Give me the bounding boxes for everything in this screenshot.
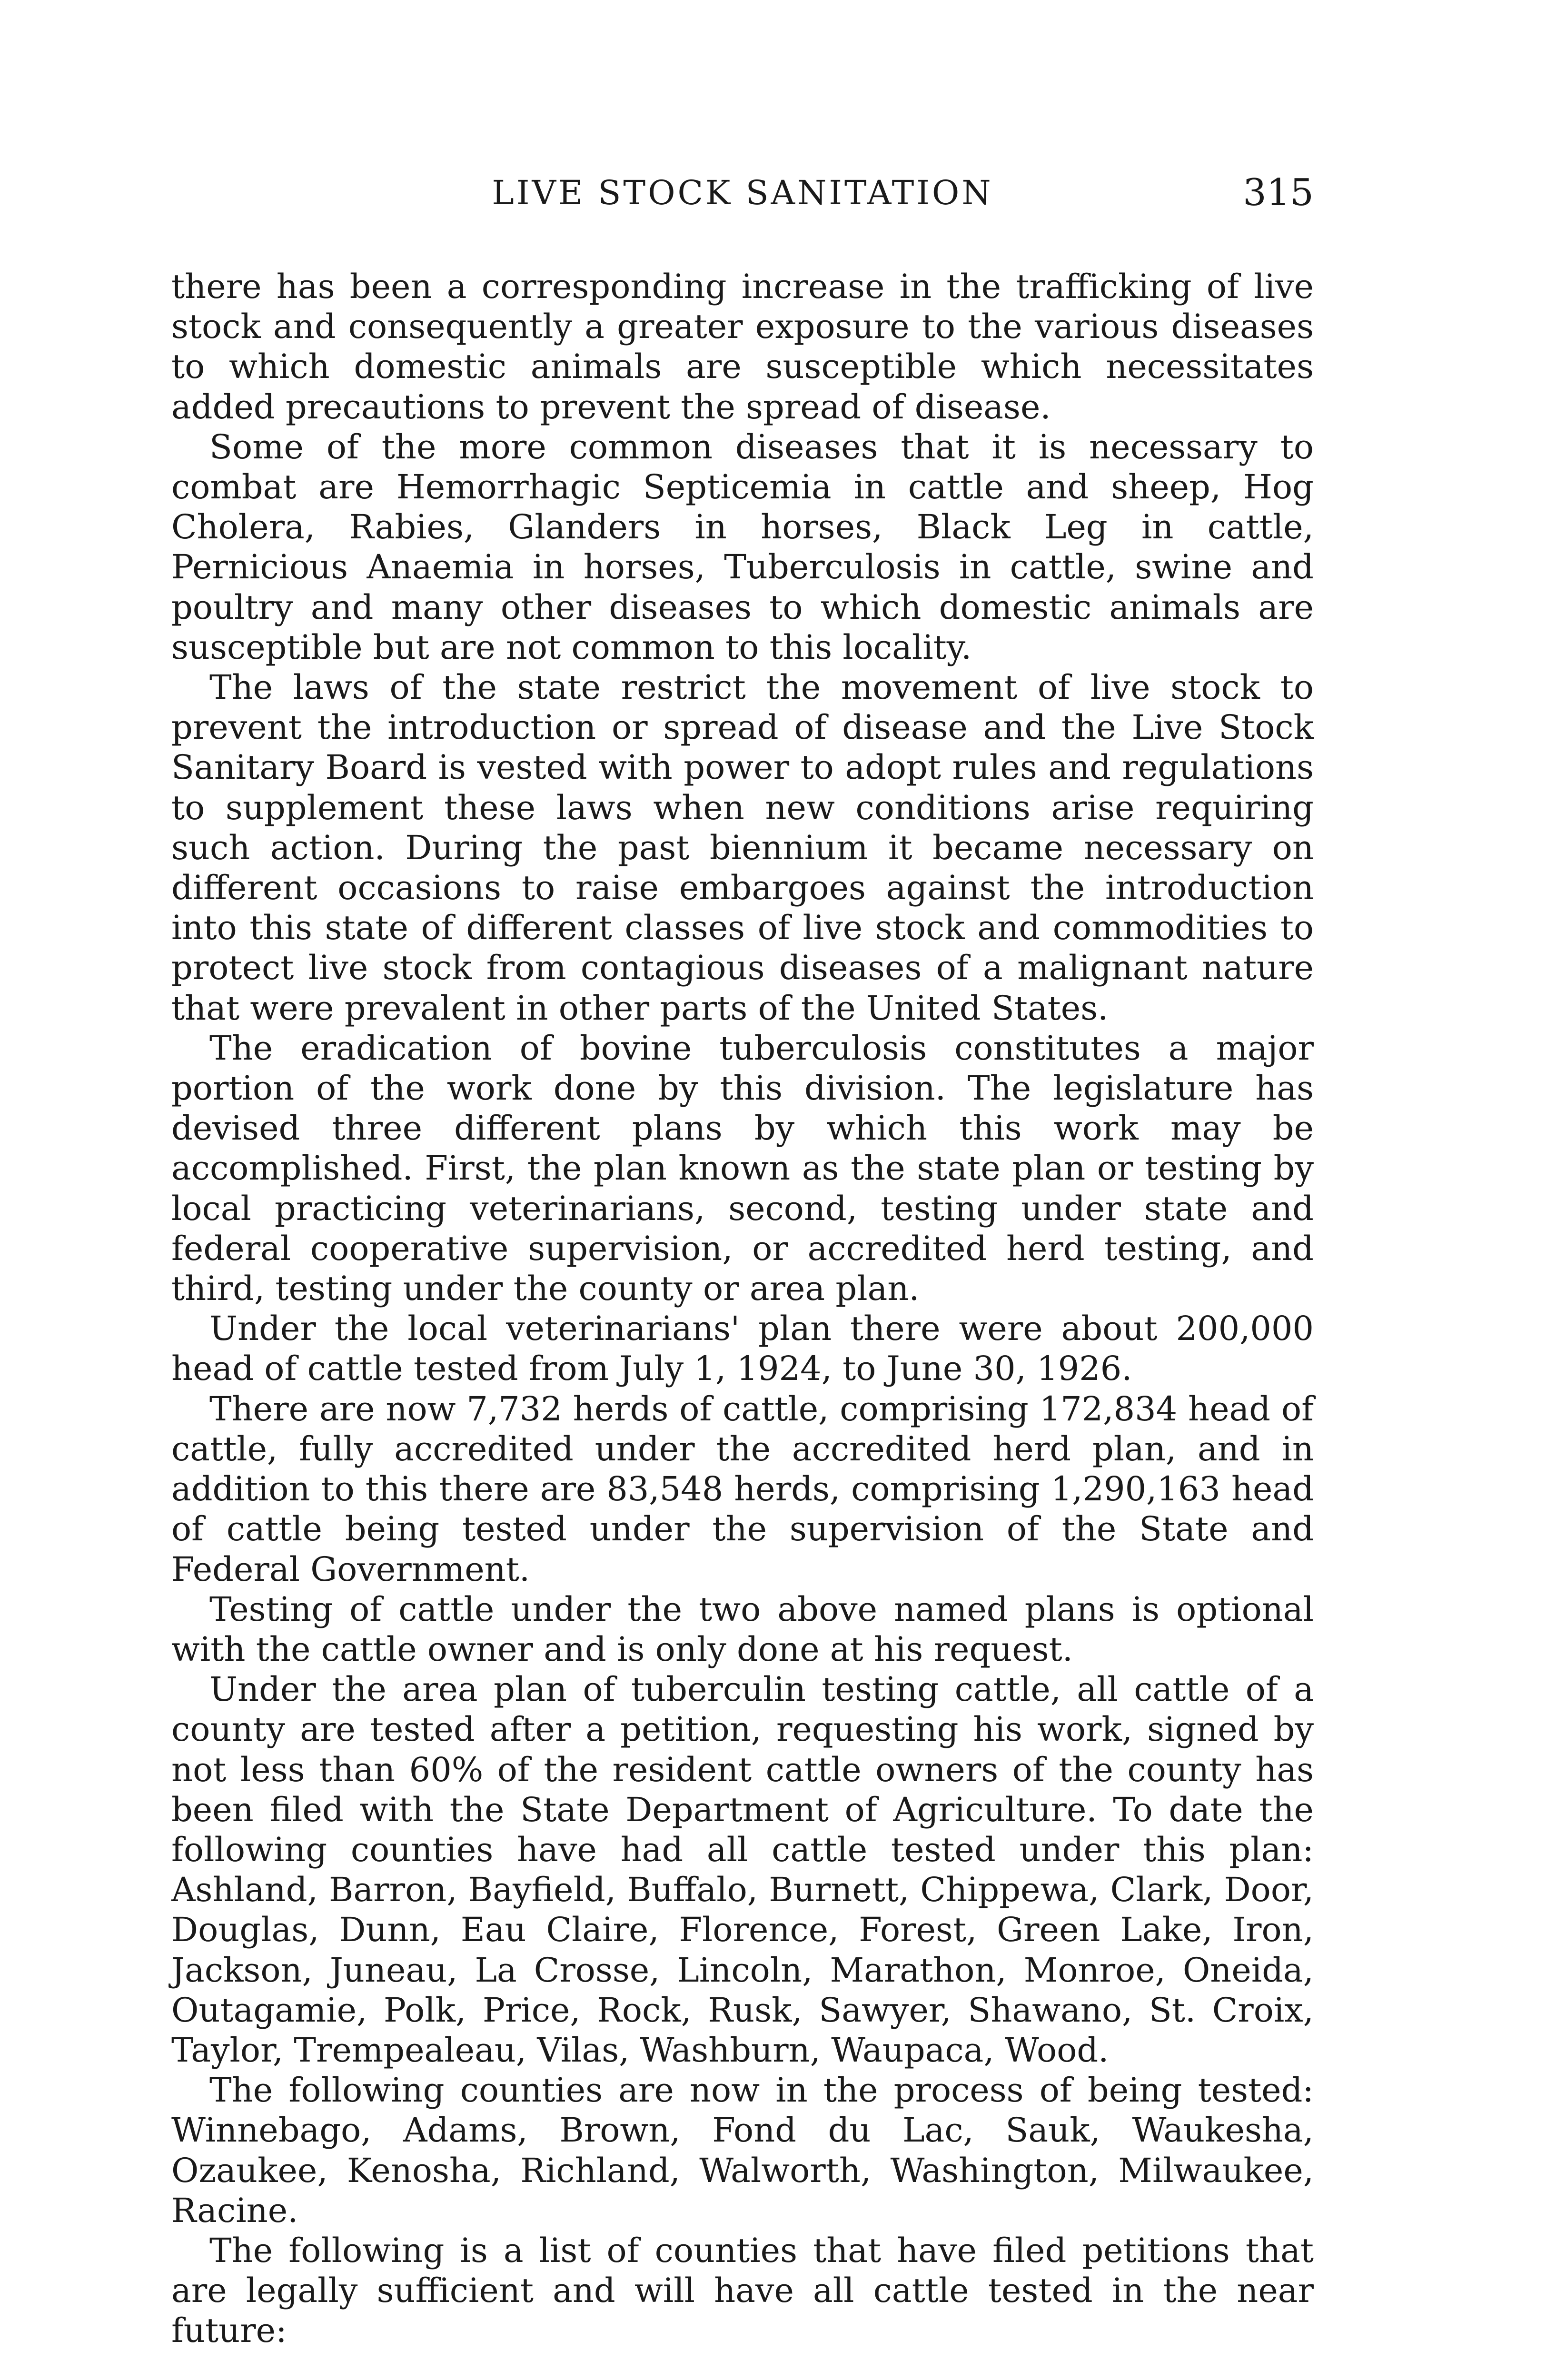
paragraph-testing-optional: Testing of cattle under the two above named plans is optional with the cattle owner and is only done at his request. bbox=[171, 1589, 1314, 1669]
paragraph-petition-list: The following is a list of counties that have filed petitions that are legally sufficient and will have all cattle tested in the near future: bbox=[171, 2231, 1314, 2350]
paragraph-continuation: there has been a corresponding increase in the trafficking of live stock and consequently a greater exposure to the various diseases to which domestic animals are susceptible which necessitates added precautions to prevent the spread of disease. bbox=[171, 267, 1314, 426]
paragraph-accredited-herds: There are now 7,732 herds of cattle, comprising 172,834 head of cattle, fully accredited under the accredited herd plan, and in addition to this there are 83,548 herds, comprising 1,290,163 head of cattle being tested under the supervision of the State and Federal Government. bbox=[171, 1389, 1314, 1589]
paragraph-common-diseases: Some of the more common diseases that it is necessary to combat are Hemorrhagic Septicemia in cattle and sheep, Hog Cholera, Rabies, Glanders in horses, Black Leg in cattle, Pernicious Anaemia in horses, Tuberculosis in cattle, swine and poultry and many other diseases to which domestic animals are susceptible but are not common to this locality. bbox=[171, 427, 1314, 667]
paragraph-veterinarians-plan: Under the local veterinarians' plan there were about 200,000 head of cattle tested from July 1, 1924, to June 30, 1926. bbox=[171, 1309, 1314, 1388]
page-number: 315 bbox=[1243, 171, 1314, 214]
body-text bbox=[171, 267, 1314, 2351]
paragraph-tuberculosis-plans: The eradication of bovine tuberculosis constitutes a major portion of the work done by this division. The legislature has devised three different plans by which this work may be accomplished. First, the plan known as the state plan or testing by local practicing veterinarians, second, testing under state and federal cooperative supervision, or accredited herd testing, and third, testing under the county or area plan. bbox=[171, 1028, 1314, 1309]
paragraph-state-laws: The laws of the state restrict the movement of live stock to prevent the introduction or spread of disease and the Live Stock Sanitary Board is vested with power to adopt rules and regulations to supplement these laws when new conditions arise requiring such action. During the past biennium it became necessary on different occasions to raise embargoes against the introduction into this state of different classes of live stock and commodities to protect live stock from contagious diseases of a malignant nature that were prevalent in other parts of the United States. bbox=[171, 668, 1314, 1028]
paragraph-counties-in-process: The following counties are now in the process of being tested: Winnebago, Adams, Brown, Fond du Lac, Sauk, Waukesha, Ozaukee, Kenosha, Richland, Walworth, Washington, Milwaukee, Racine. bbox=[171, 2071, 1314, 2230]
paragraph-area-plan: Under the area plan of tuberculin testing cattle, all cattle of a county are tested after a petition, requesting his work, signed by not less than 60% of the resident cattle owners of the county has been filed with the State Department of Agriculture. To date the following counties have had all cattle tested under this plan: Ashland, Barron, Bayfield, Buffalo, Burnett, Chippewa, Clark, Door, Douglas, Dunn, Eau Claire, Florence, Forest, Green Lake, Iron, Jackson, Juneau, La Crosse, Lincoln, Marathon, Monroe, Oneida, Outagamie, Polk, Price, Rock, Rusk, Sawyer, Shawano, St. Croix, Taylor, Trempealeau, Vilas, Washburn, Waupaca, Wood. bbox=[171, 1670, 1314, 2070]
page-header bbox=[171, 167, 1314, 219]
running-title: LIVE STOCK SANITATION bbox=[492, 173, 993, 212]
